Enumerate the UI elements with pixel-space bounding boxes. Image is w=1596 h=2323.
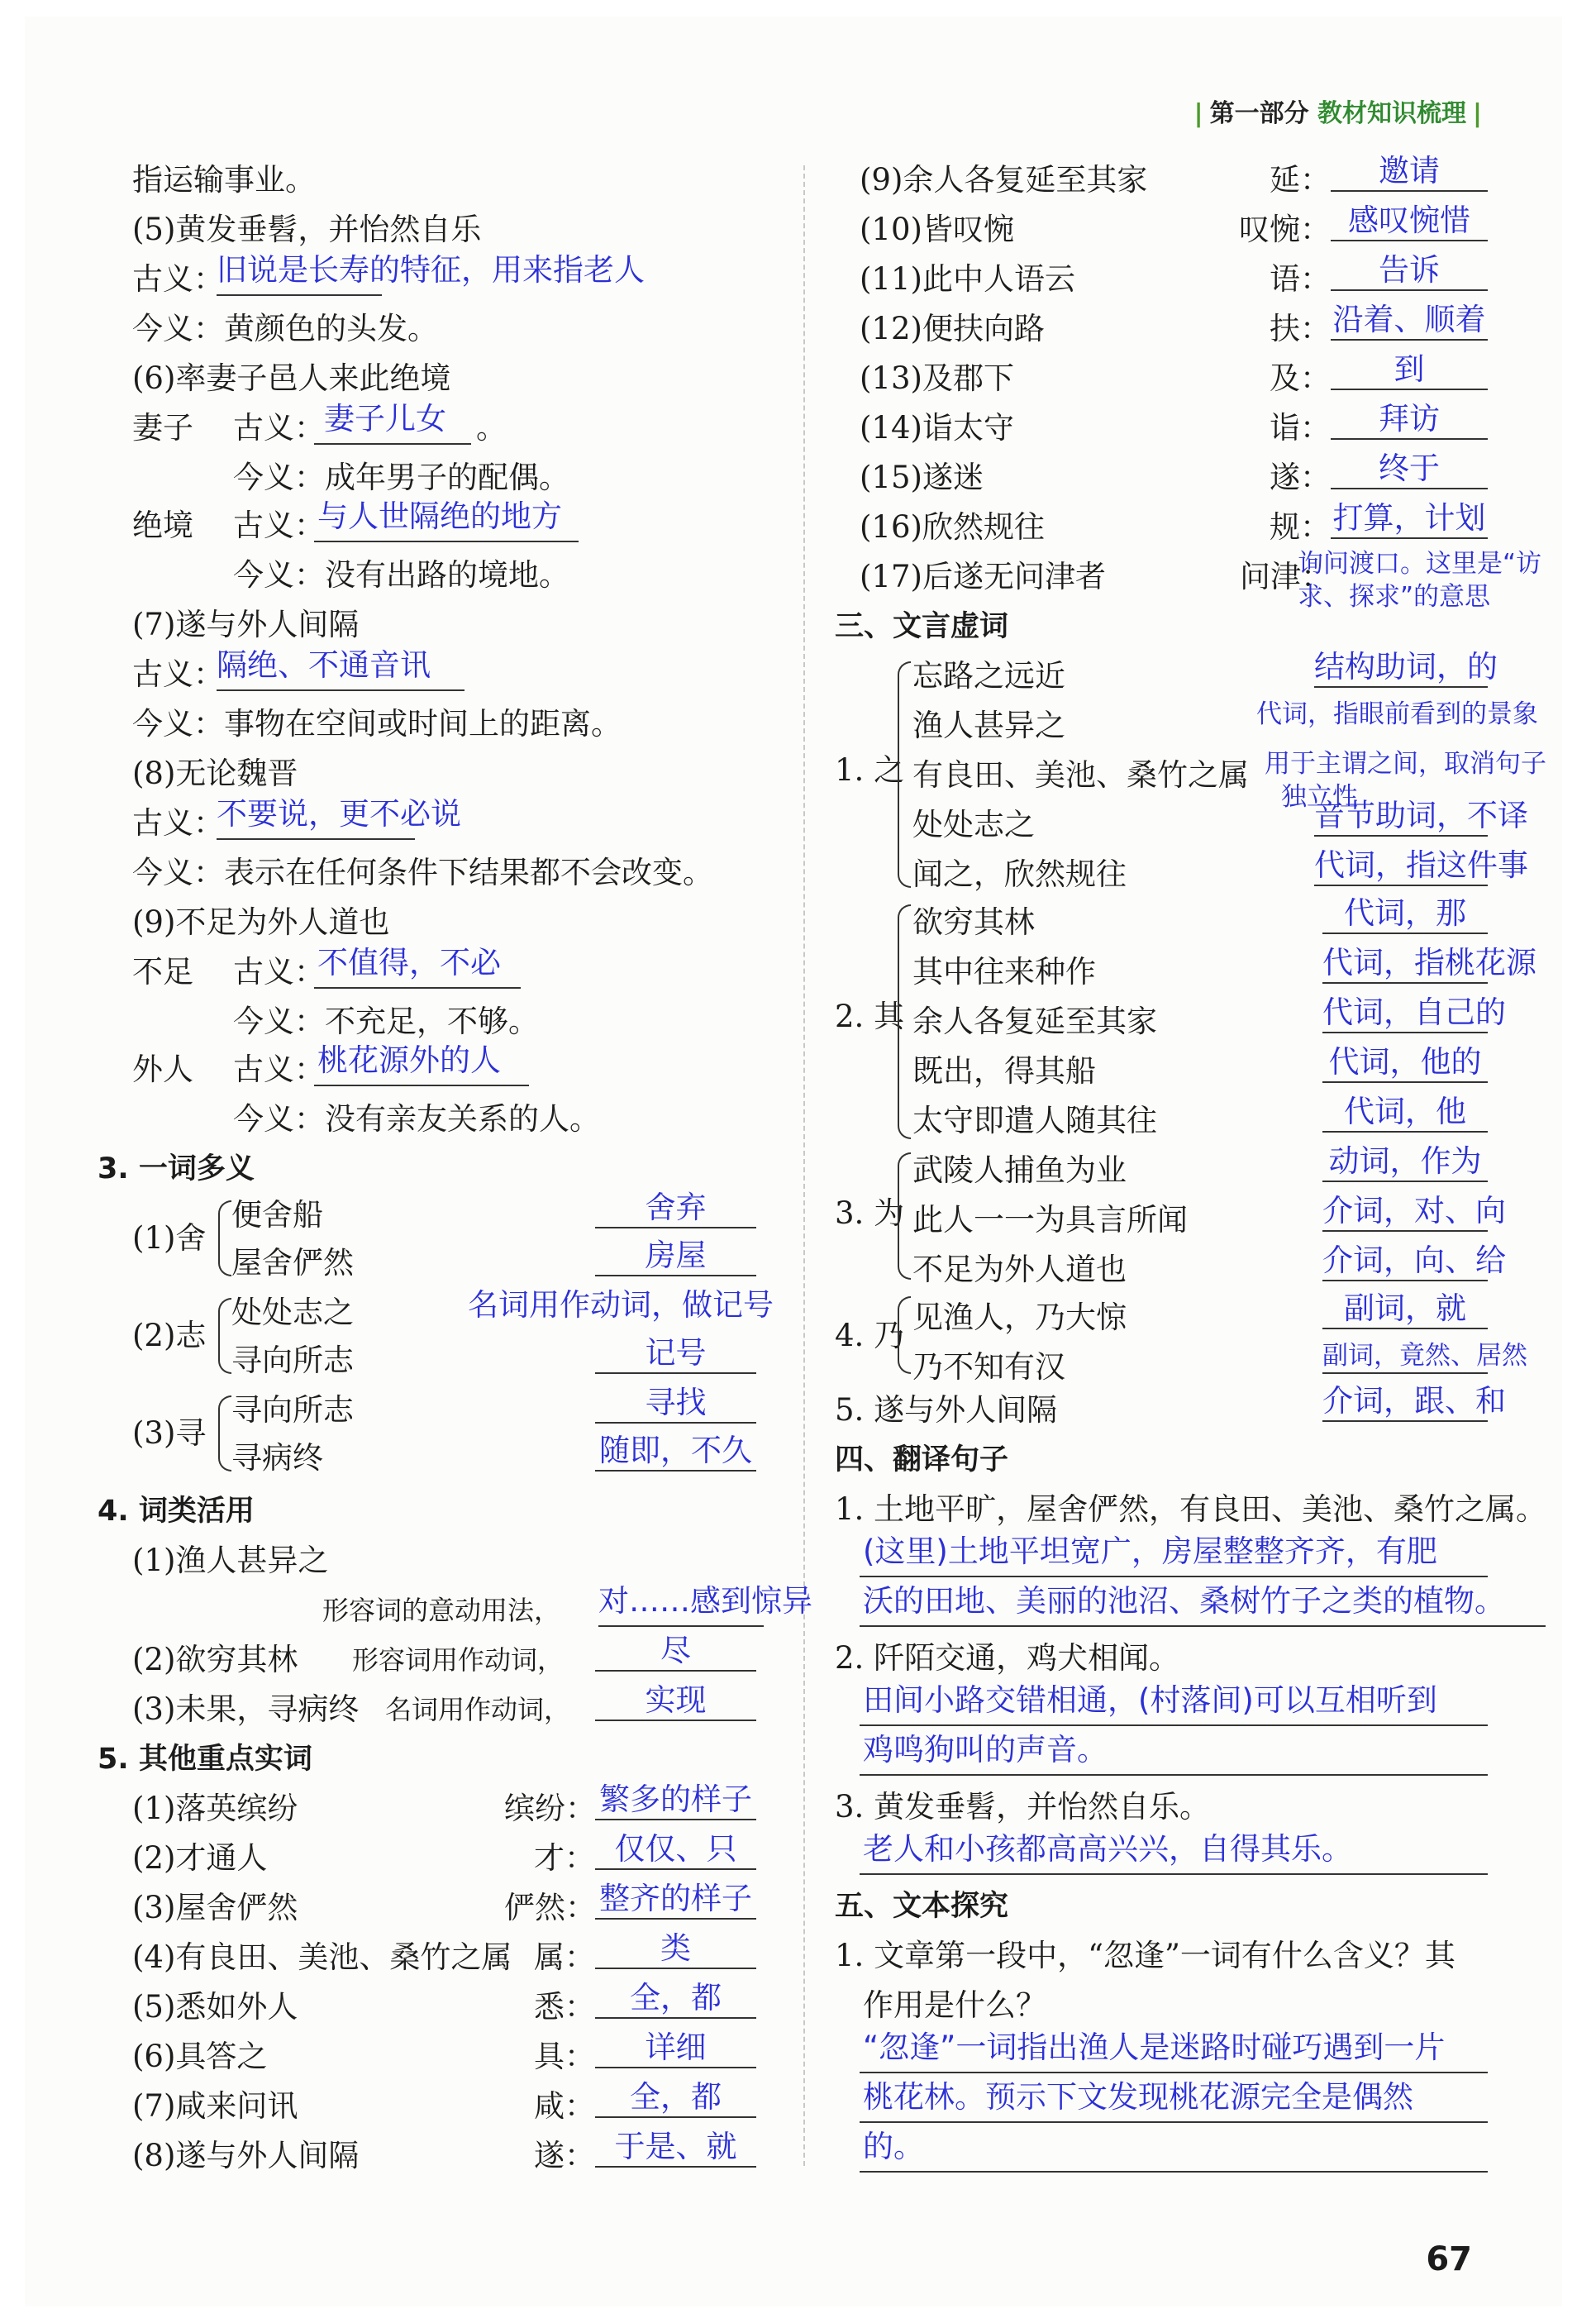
question-line: (17)后遂无问津者 — [860, 559, 1106, 594]
translation-answer: 老人和小孩都高高兴兴，自得其乐。 — [863, 1831, 1352, 1867]
example-sentence: 不足为外人道也 — [912, 1252, 1127, 1287]
answer-blank: 随即，不久 — [595, 1432, 756, 1472]
answer-blank: 代词，他 — [1322, 1093, 1488, 1133]
answer-underline — [314, 541, 579, 542]
answer-underline — [314, 1085, 529, 1086]
answer-blank: 到 — [1331, 351, 1488, 390]
key-word-question: (14)诣太守 — [860, 410, 1014, 446]
function-word-label: 1. 之 — [835, 752, 905, 788]
answer-blank: 拜访 — [1331, 400, 1488, 440]
function-word-label: 2. 其 — [835, 999, 905, 1034]
key-word-question: (9)余人各复延至其家 — [860, 162, 1148, 198]
answer-blank: 代词，指眼前看到的景象 — [1256, 699, 1538, 729]
answer-blank: 副词，就 — [1322, 1290, 1488, 1329]
translation-question: 1. 土地平旷，屋舍俨然，有良田、美池、桑竹之属。 — [835, 1491, 1547, 1527]
translation-question: 3. 黄发垂髫，并怡然自乐。 — [835, 1789, 1211, 1825]
answer-underline — [860, 1724, 1488, 1726]
answer-text: 对……感到惊异 — [598, 1583, 812, 1619]
brace — [218, 1298, 231, 1374]
exploration-answer: 桃花林。预示下文发现桃花源完全是偶然 — [863, 2079, 1413, 2115]
answer-blank: 全，都 — [595, 1979, 756, 2019]
term-word: 妻子 — [132, 410, 193, 446]
new-meaning-line: 今义：事物在空间或时间上的距离。 — [132, 706, 622, 742]
section-title: 三、文言虚词 — [835, 610, 1009, 643]
translation-question: 2. 阡陌交通，鸡犬相闻。 — [835, 1640, 1180, 1676]
answer-text: 不要说，更不必说 — [217, 796, 461, 832]
key-word-label: 缤纷： — [504, 1791, 596, 1826]
answer-blank: 音节助词，不译 — [1314, 797, 1488, 837]
answer-blank: 寻找 — [595, 1384, 756, 1424]
new-meaning-line: 今义：黄颜色的头发。 — [132, 311, 438, 346]
answer-blank: 介词，跟、和 — [1322, 1382, 1488, 1422]
answer-blank: 房屋 — [595, 1237, 756, 1276]
new-meaning-line: 今义：没有出路的境地。 — [233, 557, 569, 593]
answer-blank: 尽 — [595, 1632, 756, 1672]
exploration-answer: “忽逢”一词指出渔人是迷路时碰巧遇到一片 — [863, 2030, 1446, 2065]
answer-blank: 打算，计划 — [1331, 499, 1488, 539]
example-sentence: 余人各复延至其家 — [912, 1004, 1157, 1039]
answer-blank: 舍弃 — [595, 1189, 756, 1228]
new-meaning-line: 今义：成年男子的配偶。 — [233, 460, 569, 495]
old-meaning-label: 古义： — [233, 1052, 325, 1087]
answer-text: 妻子儿女 — [324, 401, 446, 436]
key-word-question: (8)遂与外人间隔 — [132, 2138, 360, 2173]
page-number: 67 — [1426, 2240, 1472, 2278]
translation-answer: 沃的田地、美丽的池沼、桑树竹子之类的植物。 — [863, 1583, 1505, 1619]
usage-type: 形容词的意动用法， — [322, 1595, 561, 1626]
answer-blank: 详细 — [595, 2029, 756, 2068]
new-meaning-line: 今义：表示在任何条件下结果都不会改变。 — [132, 855, 713, 890]
new-meaning-line: 今义：没有亲友关系的人。 — [233, 1101, 600, 1137]
answer-text: 与人世隔绝的地方 — [317, 498, 562, 534]
brace — [218, 1395, 231, 1472]
key-word-label: 具： — [534, 2039, 595, 2074]
exploration-question: 1. 文章第一段中，“忽逢”一词有什么含义？其 — [835, 1938, 1455, 1973]
example-sentence: 有良田、美池、桑竹之属 — [912, 757, 1249, 793]
answer-underline — [860, 2171, 1488, 2173]
old-meaning-label: 古义： — [132, 656, 224, 692]
example-sentence: 闻之，欣然规往 — [912, 856, 1127, 892]
answer-underline — [860, 2072, 1488, 2073]
header-title: 教材知识梳理 — [1317, 99, 1467, 128]
answer-text: 桃花源外的人 — [317, 1042, 501, 1078]
key-word-label: 及： — [1270, 360, 1331, 396]
translation-answer: 田间小路交错相通，(村落间)可以互相听到 — [863, 1682, 1437, 1718]
term-word: 不足 — [132, 954, 193, 990]
example-sentence: 武陵人捕鱼为业 — [912, 1152, 1127, 1188]
answer-blank: 告诉 — [1331, 251, 1488, 291]
brace — [898, 661, 911, 888]
answer-underline — [217, 689, 465, 691]
example-sentence: 忘路之远近 — [912, 658, 1065, 694]
section-title: 5. 其他重点实词 — [98, 1743, 312, 1776]
exploration-question: 作用是什么？ — [863, 1987, 1046, 2023]
key-word-question: (11)此中人语云 — [860, 261, 1075, 297]
key-word-question: (2)才通人 — [132, 1840, 268, 1876]
answer-underline — [217, 838, 415, 840]
answer-blank: 仅仅、只 — [595, 1830, 756, 1870]
usage-type: 形容词用作动词， — [352, 1644, 565, 1676]
brace — [898, 904, 911, 1139]
answer-blank: 介词，对、向 — [1322, 1192, 1488, 1232]
answer-blank: 于是、就 — [595, 2128, 756, 2168]
answer-blank: 介词，向、给 — [1322, 1242, 1488, 1281]
example-sentence: 渔人甚异之 — [912, 708, 1065, 743]
key-word-label: 语： — [1270, 261, 1331, 297]
example-sentence: 见渔人，乃大惊 — [912, 1300, 1127, 1335]
key-word-label: 规： — [1270, 509, 1331, 545]
answer-text: 求、探求”的意思 — [1298, 582, 1491, 612]
answer-underline — [860, 1625, 1546, 1627]
header-part: 第一部分 — [1209, 99, 1309, 128]
answer-blank: 终于 — [1331, 450, 1488, 489]
example-phrase: 处处志之 — [231, 1295, 354, 1330]
old-meaning-label: 古义： — [132, 805, 224, 841]
answer-blank: 代词，指桃花源 — [1322, 944, 1488, 984]
translation-answer: (这里)土地平坦宽广，房屋整整齐齐，有肥 — [863, 1534, 1437, 1569]
section-title: 四、翻译句子 — [835, 1443, 1009, 1476]
example-sentence: 既出，得其船 — [912, 1053, 1096, 1089]
key-word-label: 俨然： — [504, 1890, 596, 1925]
polysemy-label: (1)舍 — [132, 1220, 207, 1256]
key-word-label: 咸： — [534, 2088, 595, 2124]
function-word-label: 4. 乃 — [835, 1318, 905, 1353]
new-meaning-line: 今义：不充足，不够。 — [233, 1004, 539, 1039]
key-word-question: (5)悉如外人 — [132, 1989, 298, 2025]
answer-text: 独立性 — [1281, 782, 1358, 812]
key-word-label: 才： — [534, 1840, 595, 1876]
function-word-label: 3. 为 — [835, 1195, 905, 1231]
key-word-question: (1)落英缤纷 — [132, 1791, 298, 1826]
example-sentence: 此人一一为具言所闻 — [912, 1202, 1188, 1238]
question-line: (8)无论魏晋 — [132, 756, 298, 791]
answer-underline — [314, 443, 471, 445]
section-title: 4. 词类活用 — [98, 1495, 255, 1528]
answer-blank: 邀请 — [1331, 152, 1488, 192]
polysemy-label: (2)志 — [132, 1318, 207, 1353]
answer-blank: 动词，作为 — [1322, 1142, 1488, 1182]
key-word-question: (10)皆叹惋 — [860, 212, 1014, 247]
function-word-label: 5. 遂与外人间隔 — [835, 1392, 1058, 1428]
answer-blank: 副词，竟然、居然 — [1322, 1339, 1488, 1374]
answer-text: 名词用作动词，做记号 — [468, 1287, 774, 1323]
text-line: 指运输事业。 — [132, 162, 316, 198]
brace — [218, 1200, 231, 1276]
answer-blank: 代词，那 — [1322, 894, 1488, 934]
answer-underline — [217, 294, 382, 296]
key-word-label: 扶： — [1270, 311, 1331, 346]
key-word-label: 遂： — [1270, 460, 1331, 495]
answer-text: 询问渡口。这里是“访 — [1298, 549, 1542, 579]
column-divider — [803, 165, 805, 2166]
example-phrase: 寻向所志 — [231, 1343, 354, 1378]
answer-blank: 感叹惋惜 — [1331, 202, 1488, 241]
section-title: 3. 一词多义 — [98, 1152, 255, 1185]
key-word-question: (13)及郡下 — [860, 360, 1014, 396]
example-phrase: 寻向所志 — [231, 1392, 354, 1428]
key-word-label: 问津： — [1240, 559, 1332, 594]
right-column — [835, 0, 1579, 2323]
answer-blank: 结构助词，的 — [1314, 648, 1488, 688]
answer-underline — [860, 2121, 1488, 2123]
answer-blank: 用于主谓之间，取消句子 — [1265, 749, 1546, 779]
example-sentence: 其中往来种作 — [912, 954, 1096, 990]
example-phrase: 寻病终 — [231, 1440, 323, 1476]
question-line: (6)率妻子邑人来此绝境 — [132, 360, 451, 396]
answer-blank: 整齐的样子 — [595, 1880, 756, 1920]
answer-blank: 全，都 — [595, 2078, 756, 2118]
answer-blank: 代词，他的 — [1322, 1043, 1488, 1083]
brace — [898, 1152, 911, 1280]
exploration-answer: 的。 — [863, 2129, 924, 2164]
answer-blank: 代词，自己的 — [1322, 994, 1488, 1033]
answer-underline — [860, 1873, 1488, 1875]
answer-blank: 代词，指这件事 — [1314, 847, 1488, 886]
old-meaning-label: 古义： — [233, 508, 325, 543]
old-meaning-label: 古义： — [233, 410, 325, 446]
question-line: (1)渔人甚异之 — [132, 1543, 329, 1578]
key-word-label: 延： — [1270, 162, 1331, 198]
answer-blank: 繁多的样子 — [595, 1781, 756, 1820]
answer-blank: 类 — [595, 1929, 756, 1969]
translation-answer: 鸡鸣狗叫的声音。 — [863, 1732, 1108, 1767]
key-word-label: 叹惋： — [1239, 212, 1331, 247]
page-header: | 第一部分 教材知识梳理 | — [1193, 99, 1482, 128]
key-word-label: 诣： — [1270, 410, 1331, 446]
key-word-question: (12)便扶向路 — [860, 311, 1045, 346]
key-word-label: 遂： — [534, 2138, 595, 2173]
key-word-question: (3)屋舍俨然 — [132, 1890, 298, 1925]
term-word: 外人 — [132, 1052, 193, 1087]
key-word-label: 悉： — [534, 1989, 595, 2025]
key-word-question: (7)咸来问讯 — [132, 2088, 298, 2124]
question-line: (7)遂与外人间隔 — [132, 607, 360, 642]
answer-blank: 记号 — [595, 1334, 756, 1374]
answer-underline — [598, 1625, 764, 1627]
brace — [898, 1296, 911, 1374]
question-line: (9)不足为外人道也 — [132, 904, 390, 940]
key-word-label: 属： — [534, 1939, 595, 1975]
answer-underline — [314, 987, 521, 989]
answer-text: 隔绝、不通音讯 — [217, 647, 431, 683]
example-sentence: 乃不知有汉 — [912, 1349, 1065, 1385]
example-sentence: 欲穷其林 — [912, 904, 1035, 940]
question-line: (2)欲穷其林 — [132, 1642, 298, 1677]
question-line: (5)黄发垂髫，并怡然自乐 — [132, 212, 482, 247]
answer-blank: 沿着、顺着 — [1331, 301, 1488, 341]
old-meaning-label: 古义： — [233, 954, 325, 990]
answer-underline — [860, 1576, 1488, 1577]
key-word-question: (6)具答之 — [132, 2039, 268, 2074]
key-word-question: (15)遂迷 — [860, 460, 984, 495]
key-word-question: (16)欣然规往 — [860, 509, 1045, 545]
punctuation: 。 — [476, 410, 507, 446]
polysemy-label: (3)寻 — [132, 1415, 207, 1451]
answer-underline — [860, 1774, 1488, 1776]
section-title: 五、文本探究 — [835, 1890, 1009, 1923]
term-word: 绝境 — [132, 508, 193, 543]
question-line: (3)未果，寻病终 — [132, 1691, 360, 1727]
example-phrase: 屋舍俨然 — [231, 1245, 354, 1281]
old-meaning-label: 古义： — [132, 261, 224, 297]
example-sentence: 太守即遣人随其往 — [912, 1103, 1157, 1138]
example-sentence: 处处志之 — [912, 807, 1035, 842]
key-word-question: (4)有良田、美池、桑竹之属 — [132, 1939, 512, 1975]
answer-blank: 实现 — [595, 1681, 756, 1721]
example-phrase: 便舍船 — [231, 1197, 323, 1233]
usage-type: 名词用作动词， — [385, 1694, 571, 1725]
answer-text: 旧说是长寿的特征，用来指老人 — [217, 252, 645, 288]
answer-text: 不值得，不必 — [317, 945, 501, 980]
